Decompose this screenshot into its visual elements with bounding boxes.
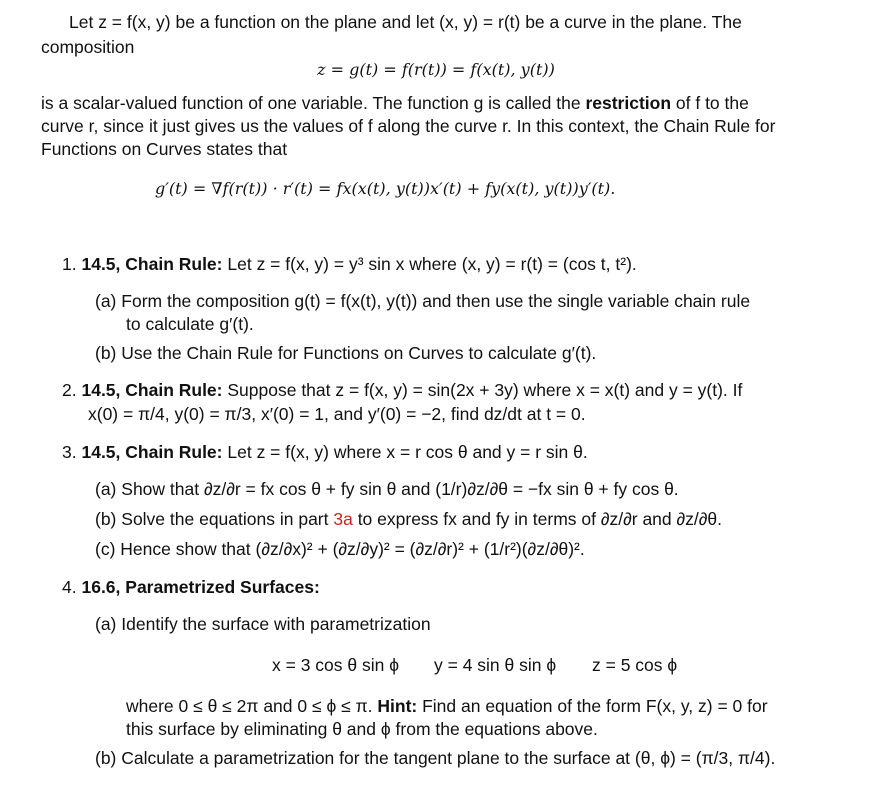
problem-2-cont: x(0) = π/4, y(0) = π/3, x′(0) = 1, and y′(0) = −2, find dz/dt at t = 0. bbox=[88, 404, 586, 424]
composition-equation: z = g(t) = f(r(t)) = f(x(t), y(t)) bbox=[317, 60, 555, 79]
intro-line-3-text: is a scalar-valued function of one variable. The function g is called the bbox=[41, 93, 586, 113]
part-text: Solve the equations in part bbox=[121, 509, 334, 529]
problem-number: 4. bbox=[62, 577, 77, 597]
problem-title: 14.5, Chain Rule: bbox=[81, 254, 223, 274]
problem-title: 16.6, Parametrized Surfaces: bbox=[81, 577, 320, 597]
param-z: z = 5 cos ϕ bbox=[592, 655, 678, 675]
problem-4b bbox=[95, 747, 775, 770]
problem-3a bbox=[95, 478, 679, 501]
problem-1 bbox=[62, 253, 637, 276]
part-label: (b) bbox=[95, 509, 117, 529]
part-label: (b) bbox=[95, 343, 117, 363]
problem-4a bbox=[95, 613, 431, 636]
problem-text: Suppose that z = f(x, y) = sin(2x + 3y) where x = x(t) and y = y(t). If bbox=[227, 380, 743, 400]
intro-line-3-tail: of f to the bbox=[671, 93, 749, 113]
problem-1b bbox=[95, 342, 596, 365]
part-3a-link[interactable]: 3a bbox=[333, 509, 353, 529]
intro-line-4: curve r, since it just gives us the values of f along the curve r. In this context, the Chain Rule for bbox=[41, 116, 776, 136]
problem-1a-cont: to calculate g′(t). bbox=[126, 314, 254, 334]
problem-4a-hint-cont: this surface by eliminating θ and ϕ from the equations above. bbox=[126, 719, 598, 739]
problem-text: Let z = f(x, y) where x = r cos θ and y = r sin θ. bbox=[227, 442, 588, 462]
part-label: (c) bbox=[95, 539, 116, 559]
problem-number: 2. bbox=[62, 380, 77, 400]
problem-1a bbox=[95, 290, 750, 313]
hint-text-tail: Find an equation of the form F(x, y, z) = 0 for bbox=[417, 696, 768, 716]
intro-line-1: Let z = f(x, y) be a function on the plane and let (x, y) = r(t) be a curve in the plane. The bbox=[69, 12, 742, 32]
problem-number: 1. bbox=[62, 254, 77, 274]
part-text: Identify the surface with parametrization bbox=[121, 614, 431, 634]
part-text: Show that ∂z/∂r = fx cos θ + fy sin θ and (1/r)∂z/∂θ = −fx sin θ + fy cos θ. bbox=[121, 479, 679, 499]
problem-number: 3. bbox=[62, 442, 77, 462]
param-x: x = 3 cos θ sin ϕ bbox=[272, 655, 400, 675]
intro-line-2: composition bbox=[41, 37, 135, 57]
restriction-term: restriction bbox=[585, 93, 672, 113]
problem-text: Let z = f(x, y) = y³ sin x where (x, y) = r(t) = (cos t, t²). bbox=[227, 254, 637, 274]
part-label: (b) bbox=[95, 748, 117, 768]
part-label: (a) bbox=[95, 614, 117, 634]
intro-line-5: Functions on Curves states that bbox=[41, 139, 288, 159]
hint-label: Hint: bbox=[377, 696, 418, 716]
problem-title: 14.5, Chain Rule: bbox=[81, 380, 223, 400]
part-label: (a) bbox=[95, 479, 117, 499]
hint-text: where 0 ≤ θ ≤ 2π and 0 ≤ ϕ ≤ π. bbox=[126, 696, 378, 716]
problem-3c bbox=[95, 538, 585, 561]
param-y: y = 4 sin θ sin ϕ bbox=[434, 655, 557, 675]
problem-3b bbox=[95, 508, 722, 531]
part-text: Hence show that (∂z/∂x)² + (∂z/∂y)² = (∂z/∂r)² + (1/r²)(∂z/∂θ)². bbox=[120, 539, 585, 559]
part-label: (a) bbox=[95, 291, 117, 311]
problem-4 bbox=[62, 576, 320, 599]
part-text: Use the Chain Rule for Functions on Curves to calculate g′(t). bbox=[121, 343, 597, 363]
part-text-tail: to express fx and fy in terms of ∂z/∂r and ∂z/∂θ. bbox=[352, 509, 723, 529]
part-text: Form the composition g(t) = f(x(t), y(t)) and then use the single variable chain rule bbox=[121, 291, 751, 311]
problem-4a-hint bbox=[126, 695, 768, 718]
problem-2 bbox=[62, 379, 742, 402]
problem-3 bbox=[62, 441, 588, 464]
part-text: Calculate a parametrization for the tangent plane to the surface at (θ, ϕ) = (π/3, π/4). bbox=[121, 748, 776, 768]
problem-title: 14.5, Chain Rule: bbox=[81, 442, 223, 462]
intro-line-3 bbox=[41, 92, 749, 115]
chain-rule-equation: g′(t) = ∇f(r(t)) · r′(t) = fx(x(t), y(t))x′(t) + fy(x(t), y(t))y′(t). bbox=[155, 179, 616, 198]
